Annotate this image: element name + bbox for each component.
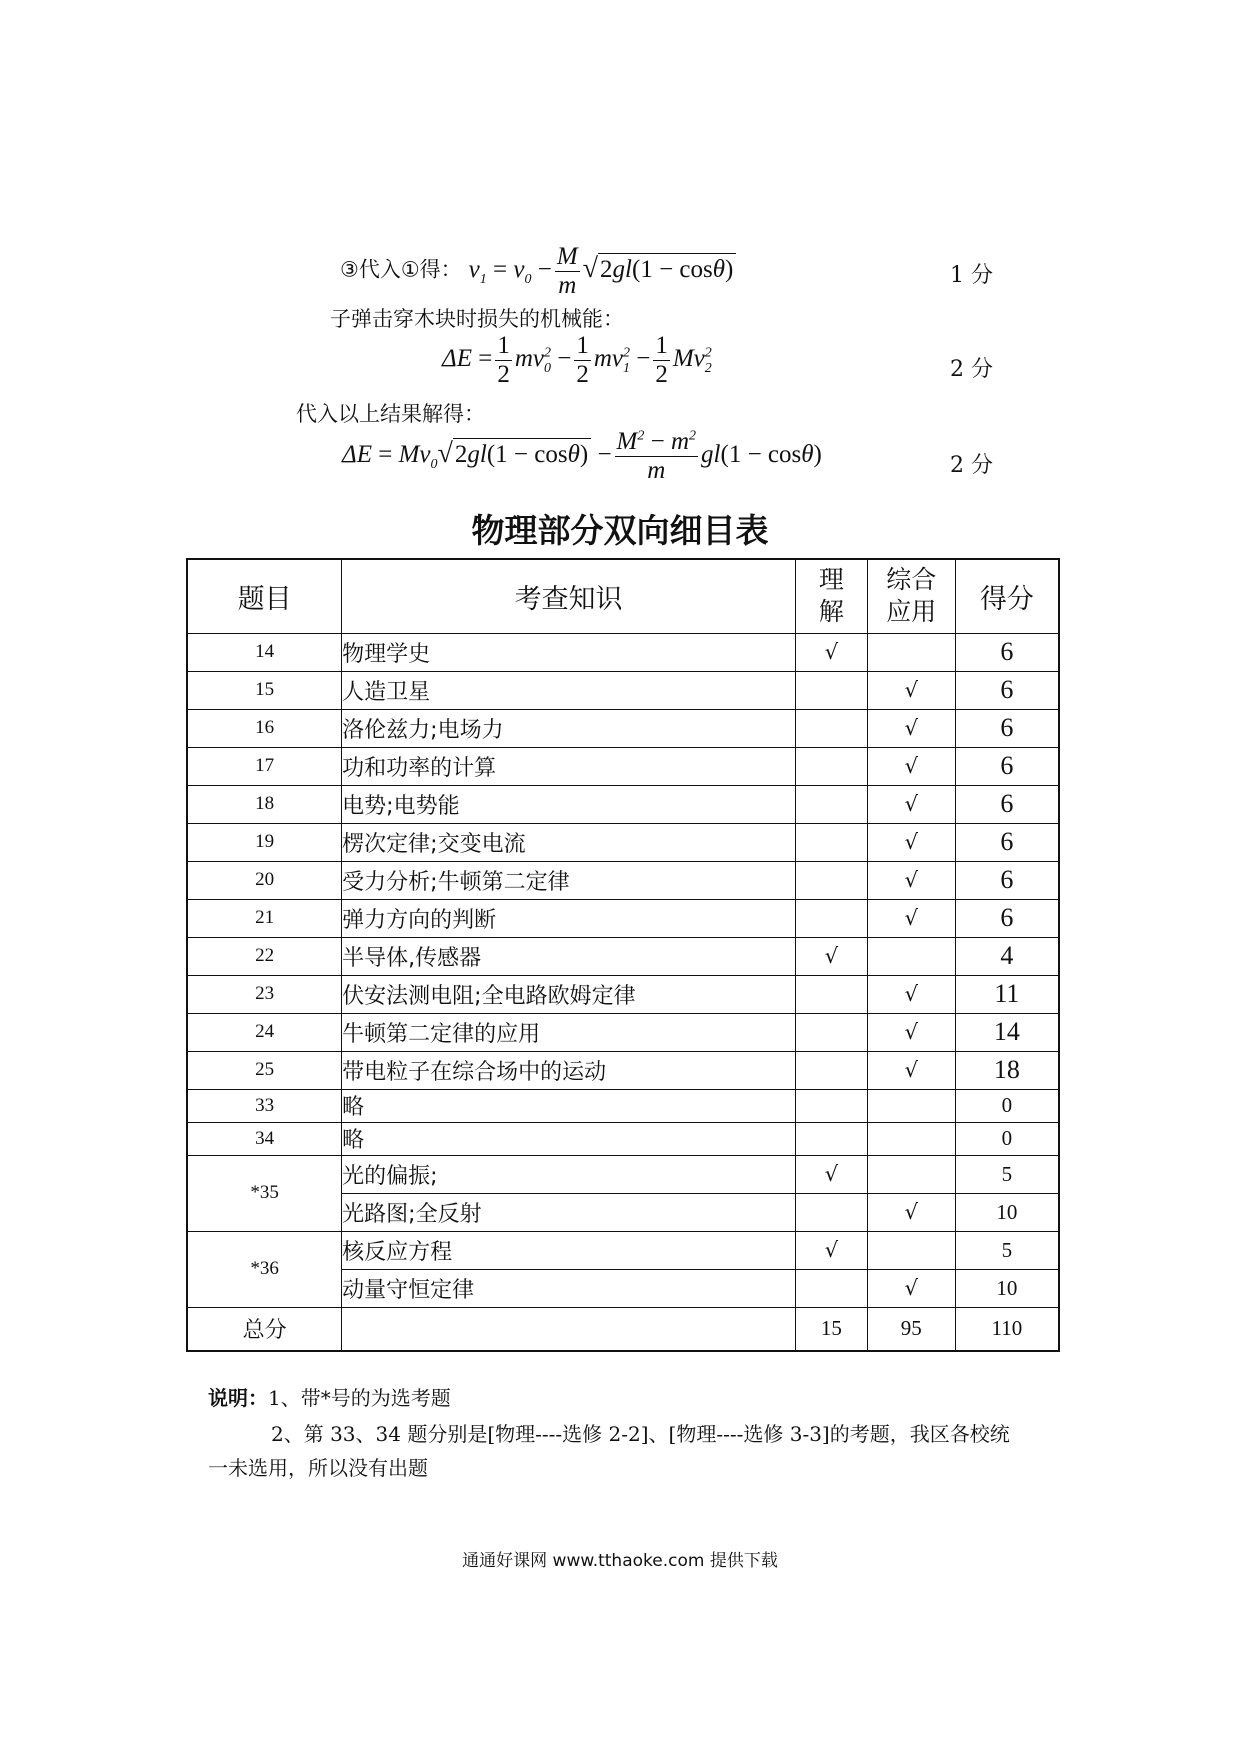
- header-understand: [795, 559, 867, 633]
- cell-score: 5: [955, 1231, 1059, 1269]
- cell-question: 19: [187, 823, 342, 861]
- table-row: [187, 709, 1059, 747]
- cell-understand: [795, 823, 867, 861]
- cell-apply: √: [867, 1051, 955, 1089]
- cell-apply: [867, 1122, 955, 1155]
- cell-apply: [867, 937, 955, 975]
- cell-total-understand: 15: [795, 1307, 867, 1351]
- table-total-row: [187, 1307, 1059, 1351]
- cell-knowledge: 伏安法测电阻;全电路欧姆定律: [342, 975, 796, 1013]
- cell-knowledge: 洛伦兹力;电场力: [342, 709, 796, 747]
- cell-knowledge: 功和功率的计算: [342, 747, 796, 785]
- table-row: [187, 1013, 1059, 1051]
- cell-understand: [795, 1089, 867, 1122]
- header-understand-line2: 解: [818, 597, 844, 627]
- cell-understand: [795, 1122, 867, 1155]
- cell-understand: [795, 1013, 867, 1051]
- cell-knowledge: 动量守恒定律: [342, 1269, 796, 1307]
- cell-total-apply: 95: [867, 1307, 955, 1351]
- cell-knowledge: 受力分析;牛顿第二定律: [342, 861, 796, 899]
- note-item-1: 1、带*号的为选考题: [268, 1386, 451, 1410]
- cell-understand: [795, 785, 867, 823]
- cell-total-label: 总分: [187, 1307, 342, 1351]
- header-score: 得分: [955, 559, 1059, 633]
- header-apply-line1: 综合: [886, 564, 937, 594]
- cell-apply: √: [867, 785, 955, 823]
- cell-knowledge: 光路图;全反射: [342, 1193, 796, 1231]
- table-row: [187, 1122, 1059, 1155]
- cell-understand: [795, 861, 867, 899]
- cell-score: 10: [955, 1269, 1059, 1307]
- page-title: 物理部分双向细目表: [471, 511, 769, 550]
- cell-understand: [795, 671, 867, 709]
- cell-apply: √: [867, 1269, 955, 1307]
- cell-knowledge: 光的偏振;: [342, 1155, 796, 1193]
- cell-understand: √: [795, 1155, 867, 1193]
- formula-3-caption: 代入以上结果解得：: [296, 402, 485, 426]
- cell-score: 6: [955, 861, 1059, 899]
- cell-question: 20: [187, 861, 342, 899]
- cell-understand: [795, 975, 867, 1013]
- note-item-2-line-1: 2、第 33、34 题分别是[物理----选修 2-2]、[物理----选修 3-3]的考题，我区各校统: [271, 1422, 1010, 1446]
- cell-question: 25: [187, 1051, 342, 1089]
- cell-understand: [795, 747, 867, 785]
- cell-score: 5: [955, 1155, 1059, 1193]
- header-apply: [867, 559, 955, 633]
- formula-3-expression: $\Delta E = Mv_0√2gl(1 - \cos\theta)$ − $\frac{M^2 - m^2}{m}$ gl(1 − cosθ): [342, 428, 822, 484]
- cell-knowledge: 带电粒子在综合场中的运动: [342, 1051, 796, 1089]
- cell-understand: √: [795, 1231, 867, 1269]
- cell-knowledge: 略: [342, 1122, 796, 1155]
- cell-apply: √: [867, 861, 955, 899]
- table-row: [187, 823, 1059, 861]
- cell-understand: √: [795, 633, 867, 671]
- cell-score: 4: [955, 937, 1059, 975]
- cell-question-group-36: *36: [187, 1231, 342, 1307]
- cell-question: 24: [187, 1013, 342, 1051]
- cell-question: 23: [187, 975, 342, 1013]
- table-row: [187, 747, 1059, 785]
- cell-apply: √: [867, 671, 955, 709]
- cell-score: 6: [955, 823, 1059, 861]
- formula-3-score: 2 分: [950, 453, 993, 478]
- header-understand-line1: 理: [818, 564, 844, 594]
- cell-score: 6: [955, 899, 1059, 937]
- cell-apply: [867, 1231, 955, 1269]
- cell-score: 0: [955, 1089, 1059, 1122]
- table-header-row: [187, 559, 1059, 633]
- formula-2-caption: 子弹击穿木块时损失的机械能：: [330, 307, 624, 331]
- header-apply-line2: 应用: [886, 597, 937, 627]
- cell-knowledge: 牛顿第二定律的应用: [342, 1013, 796, 1051]
- table-row: [187, 785, 1059, 823]
- cell-question: 16: [187, 709, 342, 747]
- cell-apply: [867, 1089, 955, 1122]
- cell-total-score: 110: [955, 1307, 1059, 1351]
- cell-knowledge: 电势;电势能: [342, 785, 796, 823]
- cell-knowledge: 核反应方程: [342, 1231, 796, 1269]
- table-row: [187, 633, 1059, 671]
- cell-knowledge: 弹力方向的判断: [342, 899, 796, 937]
- footer-credit: 通通好课网 www.tthaoke.com 提供下载: [462, 1551, 778, 1571]
- note-line-1: [208, 1382, 451, 1411]
- cell-question: 22: [187, 937, 342, 975]
- cell-score: 11: [955, 975, 1059, 1013]
- cell-apply: √: [867, 975, 955, 1013]
- cell-knowledge: 略: [342, 1089, 796, 1122]
- table-row: [187, 1155, 1059, 1193]
- formula-1-expression: $v_1 = v_0$ − $\frac{M}{m}$ √2gl(1 − cosθ): [469, 256, 737, 283]
- table-row: [187, 937, 1059, 975]
- cell-understand: [795, 1051, 867, 1089]
- cell-apply: √: [867, 709, 955, 747]
- cell-apply: √: [867, 747, 955, 785]
- formula-line-3: [342, 428, 822, 484]
- header-knowledge: 考查知识: [342, 559, 796, 633]
- cell-question: 34: [187, 1122, 342, 1155]
- note-label: 说明：: [208, 1386, 268, 1410]
- cell-score: 6: [955, 709, 1059, 747]
- cell-score: 6: [955, 785, 1059, 823]
- cell-apply: √: [867, 823, 955, 861]
- formula-2-score: 2 分: [950, 357, 993, 382]
- note-item-2-line-2: 一未选用，所以没有出题: [208, 1456, 428, 1480]
- table-row: [187, 1051, 1059, 1089]
- formula-line-1: [340, 243, 736, 299]
- cell-score: 18: [955, 1051, 1059, 1089]
- cell-question-group-35: *35: [187, 1155, 342, 1231]
- table-row: [187, 975, 1059, 1013]
- cell-knowledge: 人造卫星: [342, 671, 796, 709]
- cell-question: 17: [187, 747, 342, 785]
- cell-knowledge: 物理学史: [342, 633, 796, 671]
- cell-question: 21: [187, 899, 342, 937]
- cell-knowledge: 楞次定律;交变电流: [342, 823, 796, 861]
- cell-apply: √: [867, 899, 955, 937]
- cell-score: 14: [955, 1013, 1059, 1051]
- detail-table: [186, 558, 1060, 1352]
- formula-2-expression: ΔE = $\frac{1}{2}$ $mv^2_0$ − $\frac{1}{2}$ $mv^2_1$ − $\frac{1}{2}$ $Mv^2_2$: [442, 332, 712, 388]
- cell-score: 6: [955, 671, 1059, 709]
- formula-1-score: 1 分: [950, 263, 993, 288]
- cell-question: 33: [187, 1089, 342, 1122]
- cell-question: 14: [187, 633, 342, 671]
- table-row: [187, 899, 1059, 937]
- cell-total-knowledge: [342, 1307, 796, 1351]
- cell-apply: √: [867, 1013, 955, 1051]
- table-row: [187, 1089, 1059, 1122]
- cell-apply: [867, 633, 955, 671]
- table-row: [187, 861, 1059, 899]
- table-row: [187, 1231, 1059, 1269]
- cell-understand: [795, 1193, 867, 1231]
- cell-apply: √: [867, 1193, 955, 1231]
- formula-line-2: [442, 332, 712, 388]
- header-question: 题目: [187, 559, 342, 633]
- cell-question: 18: [187, 785, 342, 823]
- cell-score: 6: [955, 633, 1059, 671]
- cell-understand: √: [795, 937, 867, 975]
- formula-1-prefix: ③代入①得：: [340, 257, 462, 282]
- cell-score: 0: [955, 1122, 1059, 1155]
- cell-question: 15: [187, 671, 342, 709]
- cell-score: 10: [955, 1193, 1059, 1231]
- cell-understand: [795, 709, 867, 747]
- table-row: [187, 671, 1059, 709]
- cell-understand: [795, 899, 867, 937]
- cell-understand: [795, 1269, 867, 1307]
- cell-score: 6: [955, 747, 1059, 785]
- cell-apply: [867, 1155, 955, 1193]
- cell-knowledge: 半导体,传感器: [342, 937, 796, 975]
